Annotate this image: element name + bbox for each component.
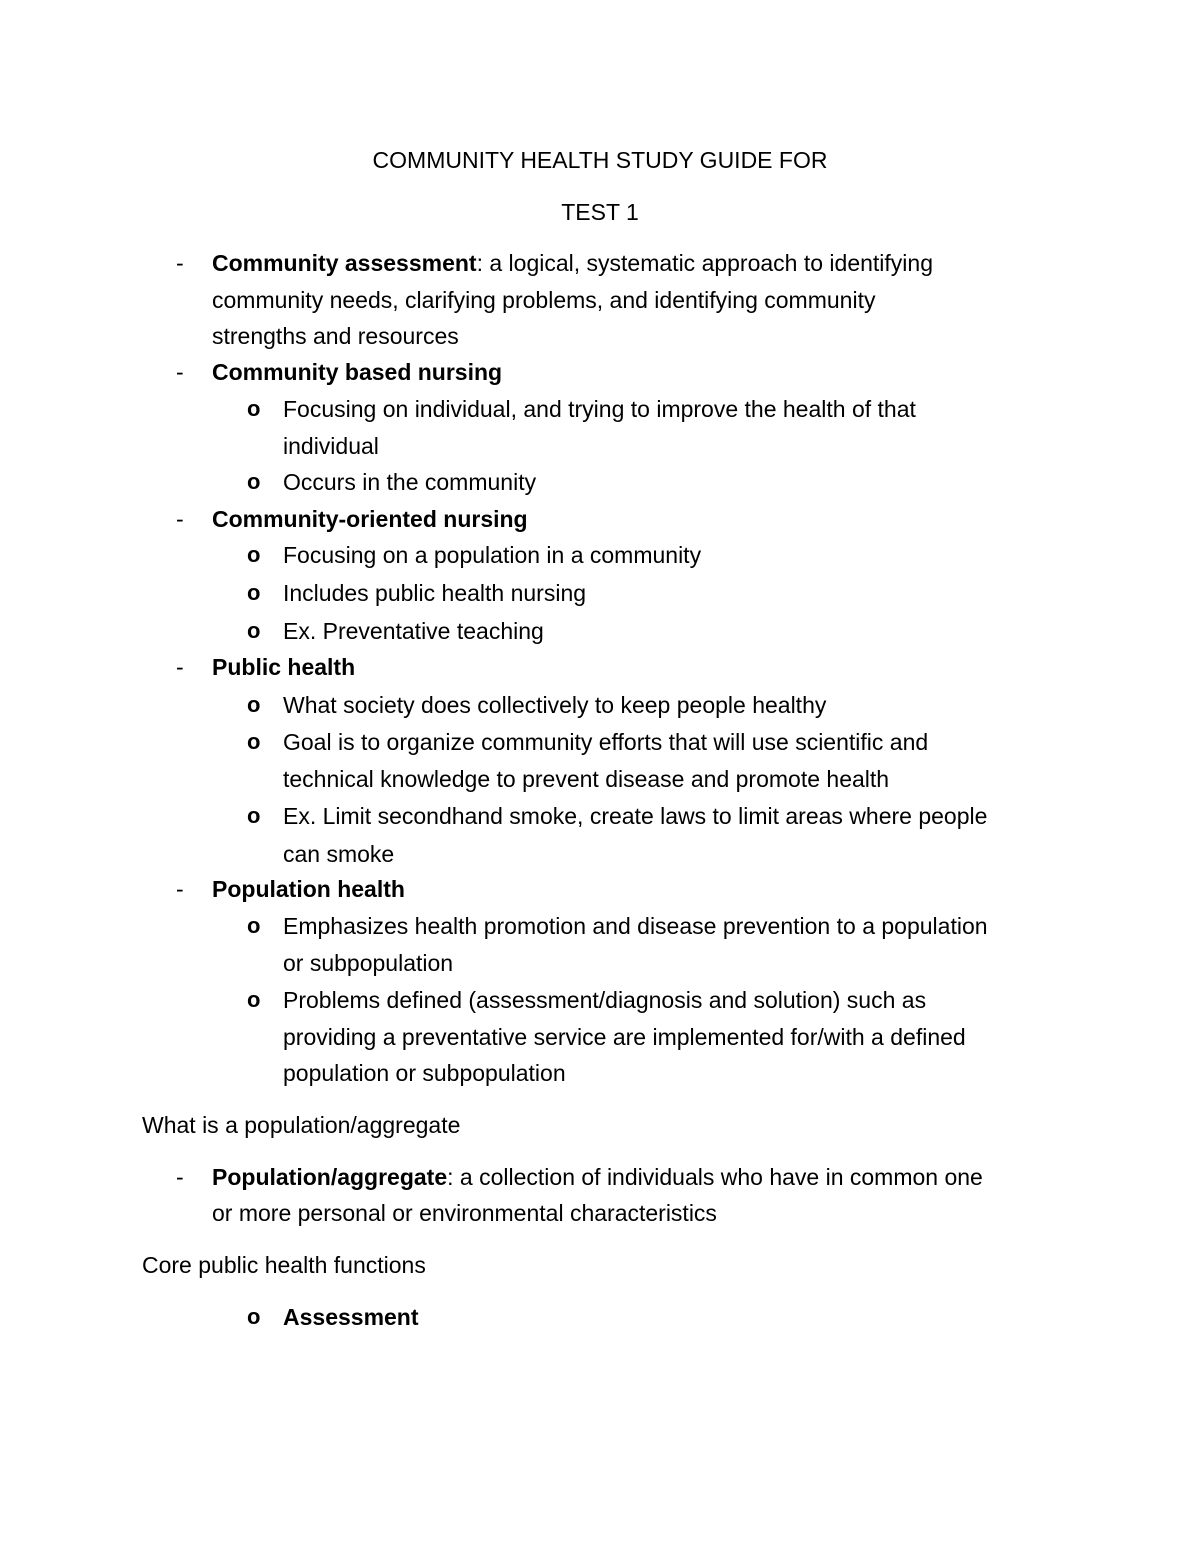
bullet-marker: o bbox=[247, 580, 261, 605]
dash-marker: - bbox=[176, 1164, 184, 1190]
bullet-marker: o bbox=[247, 542, 261, 567]
bullet-marker: o bbox=[247, 803, 261, 828]
term: Community based nursing bbox=[212, 359, 503, 385]
bullet-marker: o bbox=[247, 692, 261, 717]
term: Community assessment bbox=[212, 250, 477, 276]
bullet-marker: o bbox=[247, 469, 261, 494]
term: Public health bbox=[212, 654, 356, 680]
term: Community-oriented nursing bbox=[212, 506, 528, 532]
term: Assessment bbox=[283, 1304, 419, 1330]
document-subtitle: TEST 1 bbox=[561, 199, 639, 225]
bullet-marker: o bbox=[247, 618, 261, 643]
definition: : a logical, systematic approach to identifying bbox=[476, 250, 933, 276]
definition: : a collection of individuals who have in common one bbox=[447, 1164, 983, 1190]
bullet-marker: o bbox=[247, 913, 261, 938]
dash-marker: - bbox=[176, 250, 184, 276]
dash-marker: - bbox=[176, 654, 184, 680]
bullet-marker: o bbox=[247, 396, 261, 421]
term: Population health bbox=[212, 876, 405, 902]
dash-marker: - bbox=[176, 506, 184, 532]
document-page: COMMUNITY HEALTH STUDY GUIDE FOR TEST 1 - Community assessment: a logical, systematic approach to identifying community needs, clarifying problems, and identifying community strengths and resources - Community based nursing o Focusing on individual, and trying to improve the health of that individual o Occurs in the community - Community-oriented nursing o Focusing on a population in a community o Includes public health nursing o Ex. Preventative teaching - Public health o What society does collectively to keep people healthy o Goal is to organize community efforts that will use scientific and technical knowledge to prevent disease and promote health o Ex. Limit secondhand smoke, create laws to limit areas where people can smoke - Population health o Emphasizes health promotion and disease prevention to a population or subpopulation o Problems defined (assessment/diagnosis and solution) such as providing a preventative service are implemented for/with a defined population or subpopulation What is a population/aggregate - Population/aggregate: a collection of individuals who have in common one or more personal or environmental characteristics Core public health functions o Assessment bbox=[0, 0, 1200, 1553]
bullet-marker: o bbox=[247, 1304, 261, 1329]
term: Population/aggregate bbox=[212, 1164, 448, 1190]
document-title: COMMUNITY HEALTH STUDY GUIDE FOR bbox=[372, 147, 828, 173]
bullet-marker: o bbox=[247, 987, 261, 1012]
bullet-marker: o bbox=[247, 729, 261, 754]
dash-marker: - bbox=[176, 876, 184, 902]
dash-marker: - bbox=[176, 359, 184, 385]
